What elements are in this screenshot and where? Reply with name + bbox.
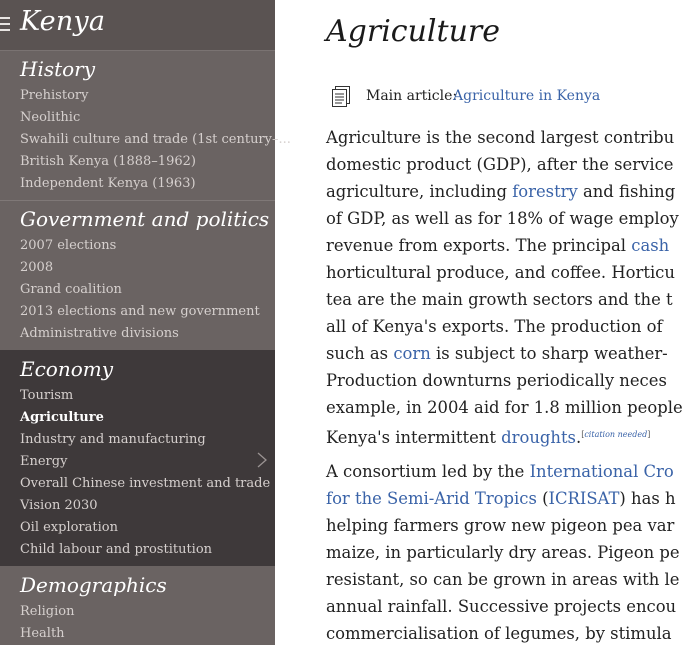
paragraph-line: for the Semi-Arid Tropics (ICRISAT) has h — [326, 489, 676, 508]
chevron-right-icon[interactable] — [256, 451, 268, 469]
document-icon — [331, 86, 351, 108]
sidebar-item-2007-elections[interactable]: 2007 elections — [20, 238, 117, 253]
sidebar-item-british-kenya[interactable]: British Kenya (1888–1962) — [20, 154, 196, 169]
paragraph-line: Production downturns periodically neces — [326, 371, 667, 390]
paragraph-line: agriculture, including forestry and fishing — [326, 182, 676, 201]
sidebar-heading-economy[interactable]: Economy — [20, 357, 114, 381]
main-article-link[interactable]: Agriculture in Kenya — [453, 88, 601, 104]
paragraph-line: Kenya's intermittent droughts.[citation needed] — [326, 428, 651, 447]
paragraph-line: resistant, so can be grown in areas with le — [326, 570, 680, 589]
sidebar-title[interactable]: Kenya — [20, 6, 106, 37]
sidebar-item-neolithic[interactable]: Neolithic — [20, 110, 81, 125]
sidebar-item-energy[interactable]: Energy — [20, 454, 68, 469]
paragraph-line: domestic product (GDP), after the service — [326, 155, 674, 174]
sidebar-item-grand-coalition[interactable]: Grand coalition — [20, 282, 122, 297]
paragraph-line: such as corn is subject to sharp weather- — [326, 344, 668, 363]
paragraph-line: horticultural produce, and coffee. Horticu — [326, 263, 675, 282]
sidebar-divider — [0, 200, 275, 201]
paragraph-line: maize, in particularly dry areas. Pigeon pe — [326, 543, 680, 562]
sidebar-heading-demographics[interactable]: Demographics — [20, 573, 167, 597]
link-icrisat[interactable]: ICRISAT — [548, 489, 620, 508]
link-icrisat-full[interactable]: International Cro — [529, 462, 674, 481]
menu-icon[interactable] — [0, 17, 10, 31]
main-article-label: Main article: — [366, 88, 458, 104]
sidebar-item-chinese-investment[interactable]: Overall Chinese investment and trade — [20, 476, 271, 491]
sidebar-item-health[interactable]: Health — [20, 626, 65, 641]
paragraph-line: commercialisation of legumes, by stimula — [326, 624, 672, 643]
page-title: Agriculture — [326, 14, 500, 49]
paragraph-line: annual rainfall. Successive projects encou — [326, 597, 677, 616]
sidebar-heading-government[interactable]: Government and politics — [20, 207, 270, 231]
article-content — [275, 0, 683, 645]
link-corn[interactable]: corn — [393, 344, 431, 363]
sidebar-item-tourism[interactable]: Tourism — [20, 388, 74, 403]
sidebar — [0, 0, 291, 645]
sidebar-item-swahili-culture[interactable]: Swahili culture and trade (1st century–... — [20, 132, 291, 147]
sidebar-item-independent-kenya[interactable]: Independent Kenya (1963) — [20, 176, 196, 191]
sidebar-item-child-labour[interactable]: Child labour and prostitution — [20, 542, 213, 557]
link-droughts[interactable]: droughts — [501, 428, 576, 447]
sidebar-item-industry[interactable]: Industry and manufacturing — [20, 432, 206, 447]
sidebar-item-oil-exploration[interactable]: Oil exploration — [20, 520, 118, 535]
paragraph-line: example, in 2004 aid for 1.8 million people — [326, 398, 683, 417]
sidebar-item-2013-elections[interactable]: 2013 elections and new government — [20, 304, 260, 319]
sidebar-item-2008[interactable]: 2008 — [20, 260, 54, 275]
paragraph-line: Agriculture is the second largest contribu — [326, 128, 675, 147]
sidebar-heading-history[interactable]: History — [20, 57, 96, 81]
paragraph-line: of GDP, as well as for 18% of wage employ — [326, 209, 679, 228]
paragraph-line: tea are the main growth sectors and the t — [326, 290, 673, 309]
paragraph-line: revenue from exports. The principal cash — [326, 236, 670, 255]
link-icrisat-full-cont[interactable]: for the Semi-Arid Tropics — [326, 489, 537, 508]
sidebar-item-religion[interactable]: Religion — [20, 604, 75, 619]
link-cash-crops[interactable]: cash — [631, 236, 670, 255]
sidebar-item-agriculture[interactable]: Agriculture — [20, 410, 104, 425]
sidebar-header — [0, 0, 275, 51]
sidebar-item-prehistory[interactable]: Prehistory — [20, 88, 89, 103]
paragraph-line: helping farmers grow new pigeon pea var — [326, 516, 675, 535]
paragraph-line: all of Kenya's exports. The production of — [326, 317, 663, 336]
paragraph-line: A consortium led by the International Cro — [326, 462, 674, 481]
sidebar-item-vision-2030[interactable]: Vision 2030 — [20, 498, 98, 513]
citation-needed[interactable]: citation needed — [584, 430, 648, 439]
link-forestry[interactable]: forestry — [512, 182, 578, 201]
sidebar-item-administrative-divisions[interactable]: Administrative divisions — [20, 326, 179, 341]
